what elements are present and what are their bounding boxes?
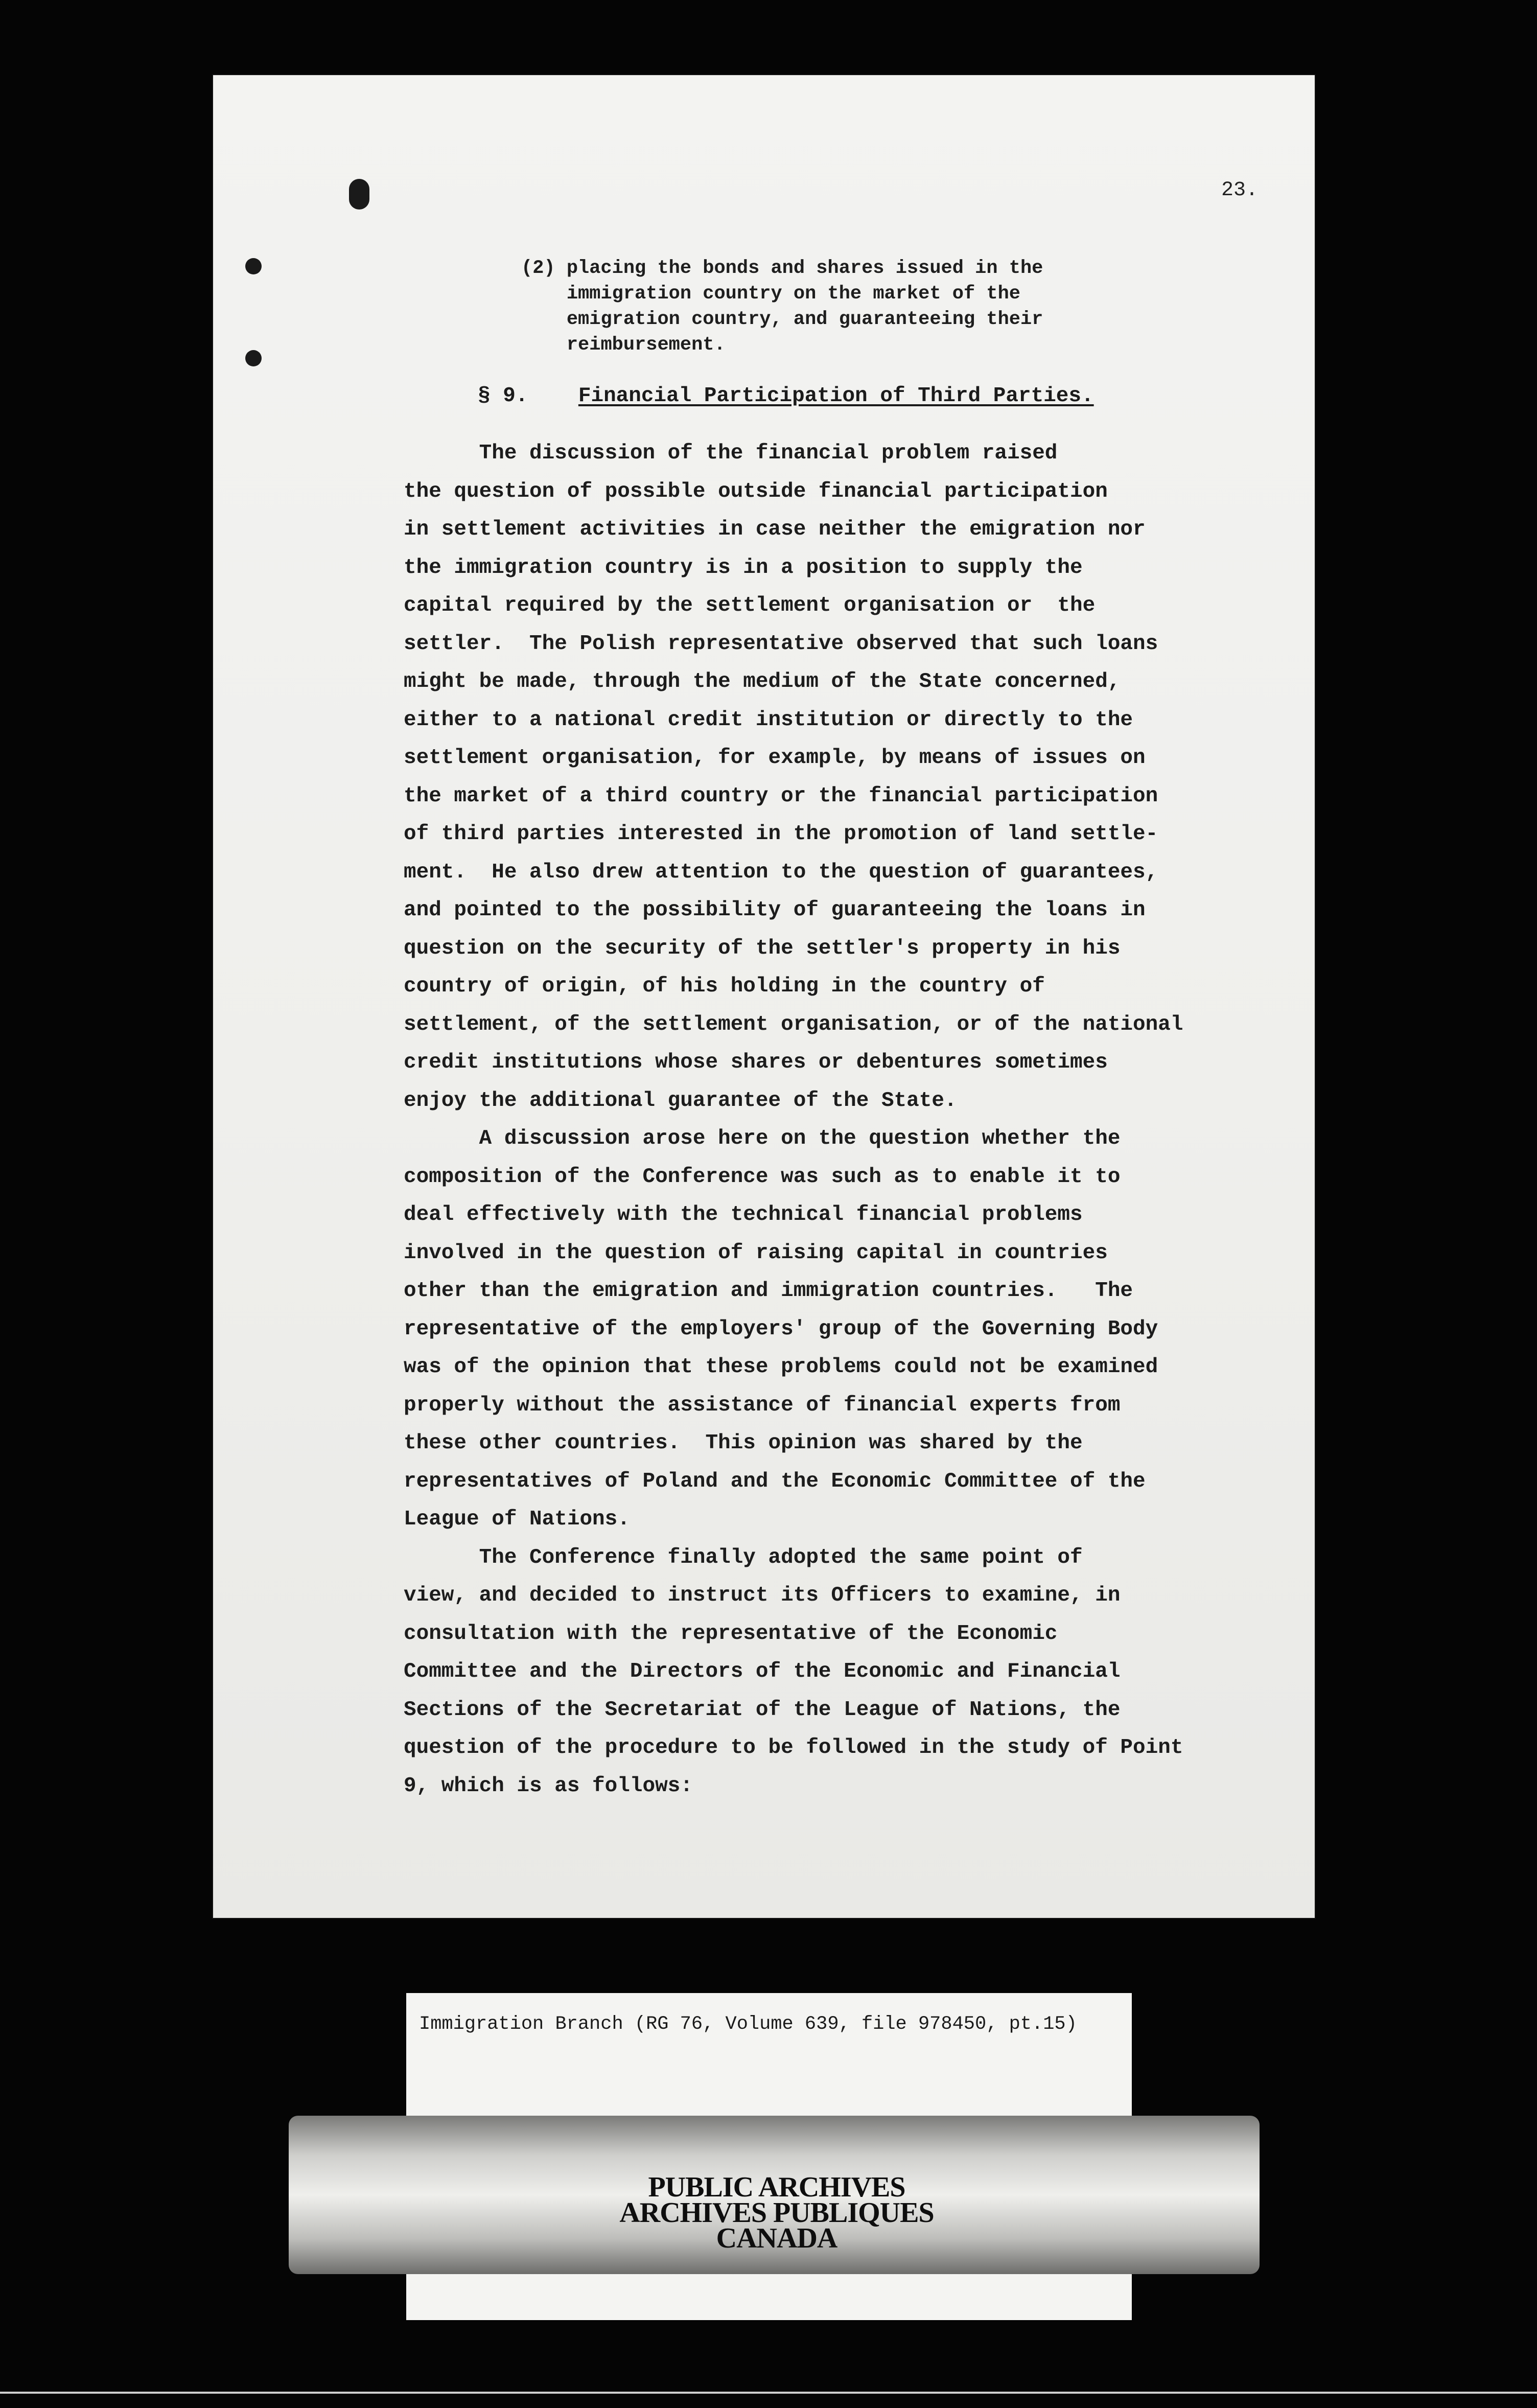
stamp-line-3: CANADA — [716, 2222, 837, 2254]
body-line: of third parties interested in the promotion of land settle- — [404, 822, 1158, 846]
punch-hole-top — [349, 179, 369, 210]
body-line: either to a national credit institution or directly to the — [404, 708, 1133, 732]
body-line: A discussion arose here on the question whether the — [404, 1127, 1121, 1150]
body-line: view, and decided to instruct its Officers to examine, in — [404, 1584, 1121, 1607]
body-line: properly without the assistance of financial experts from — [404, 1393, 1121, 1417]
body-line: and pointed to the possibility of guaranteeing the loans in — [404, 898, 1146, 922]
body-line: involved in the question of raising capital in countries — [404, 1241, 1108, 1265]
body-text — [404, 434, 1313, 1805]
body-line: Sections of the Secretariat of the League of Nations, the — [404, 1698, 1121, 1722]
body-line: representative of the employers' group of the Governing Body — [404, 1317, 1158, 1341]
body-line: question of the procedure to be followed in the study of Point — [404, 1736, 1183, 1759]
body-line: The Conference finally adopted the same point of — [404, 1545, 1083, 1569]
body-line: League of Nations. — [404, 1508, 630, 1531]
body-line: other than the emigration and immigration countries. The — [404, 1279, 1133, 1303]
body-line: The discussion of the financial problem raised — [404, 442, 1058, 465]
body-line: settlement, of the settlement organisation, or of the national — [404, 1012, 1183, 1036]
body-line: settlement organisation, for example, by means of issues on — [404, 746, 1146, 770]
film-edge — [0, 2392, 1537, 2394]
archive-stamp — [583, 2171, 971, 2254]
punch-hole-middle — [245, 258, 262, 274]
body-line: 9, which is as follows: — [404, 1774, 693, 1798]
body-line: credit institutions whose shares or debentures sometimes — [404, 1051, 1108, 1074]
section-title: Financial Participation of Third Parties. — [578, 384, 1094, 408]
body-line: representatives of Poland and the Economic Committee of the — [404, 1469, 1146, 1493]
body-line: in settlement activities in case neither the emigration nor — [404, 518, 1146, 541]
body-line: settler. The Polish representative observed that such loans — [404, 632, 1158, 656]
body-line: the immigration country is in a position to supply the — [404, 555, 1083, 580]
list-item-2: (2) placing the bonds and shares issued in the immigration country on the market of the emigration country, and guaranteeing their reimbursement. — [521, 258, 1043, 356]
page-number: 23. — [1221, 179, 1259, 202]
stamp-line-1: PUBLIC ARCHIVES — [648, 2171, 905, 2203]
archive-reference: Immigration Branch (RG 76, Volume 639, file 978450, pt.15) — [419, 2013, 1077, 2035]
punch-hole-lower — [245, 350, 262, 366]
body-line: the question of possible outside financial participation — [404, 479, 1108, 503]
body-line: enjoy the additional guarantee of the State. — [404, 1089, 957, 1113]
body-line: the market of a third country or the financial participation — [404, 784, 1158, 808]
body-line: capital required by the settlement organisation or the — [404, 594, 1096, 617]
body-line: composition of the Conference was such as to enable it to — [404, 1165, 1121, 1189]
body-line: consultation with the representative of the Economic — [404, 1622, 1058, 1646]
body-line: these other countries. This opinion was shared by the — [404, 1431, 1083, 1455]
section-symbol: § 9. — [478, 384, 528, 408]
body-line: deal effectively with the technical financial problems — [404, 1203, 1083, 1226]
body-line: question on the security of the settler's property in his — [404, 936, 1121, 960]
body-line: Committee and the Directors of the Economic and Financial — [404, 1660, 1121, 1683]
section-heading — [478, 384, 1094, 408]
body-line: country of origin, of his holding in the country of — [404, 975, 1045, 998]
body-line: ment. He also drew attention to the question of guarantees, — [404, 860, 1158, 884]
body-line: might be made, through the medium of the State concerned, — [404, 670, 1121, 693]
stamp-line-2: ARCHIVES PUBLIQUES — [619, 2197, 934, 2229]
body-line: was of the opinion that these problems could not be examined — [404, 1355, 1158, 1379]
